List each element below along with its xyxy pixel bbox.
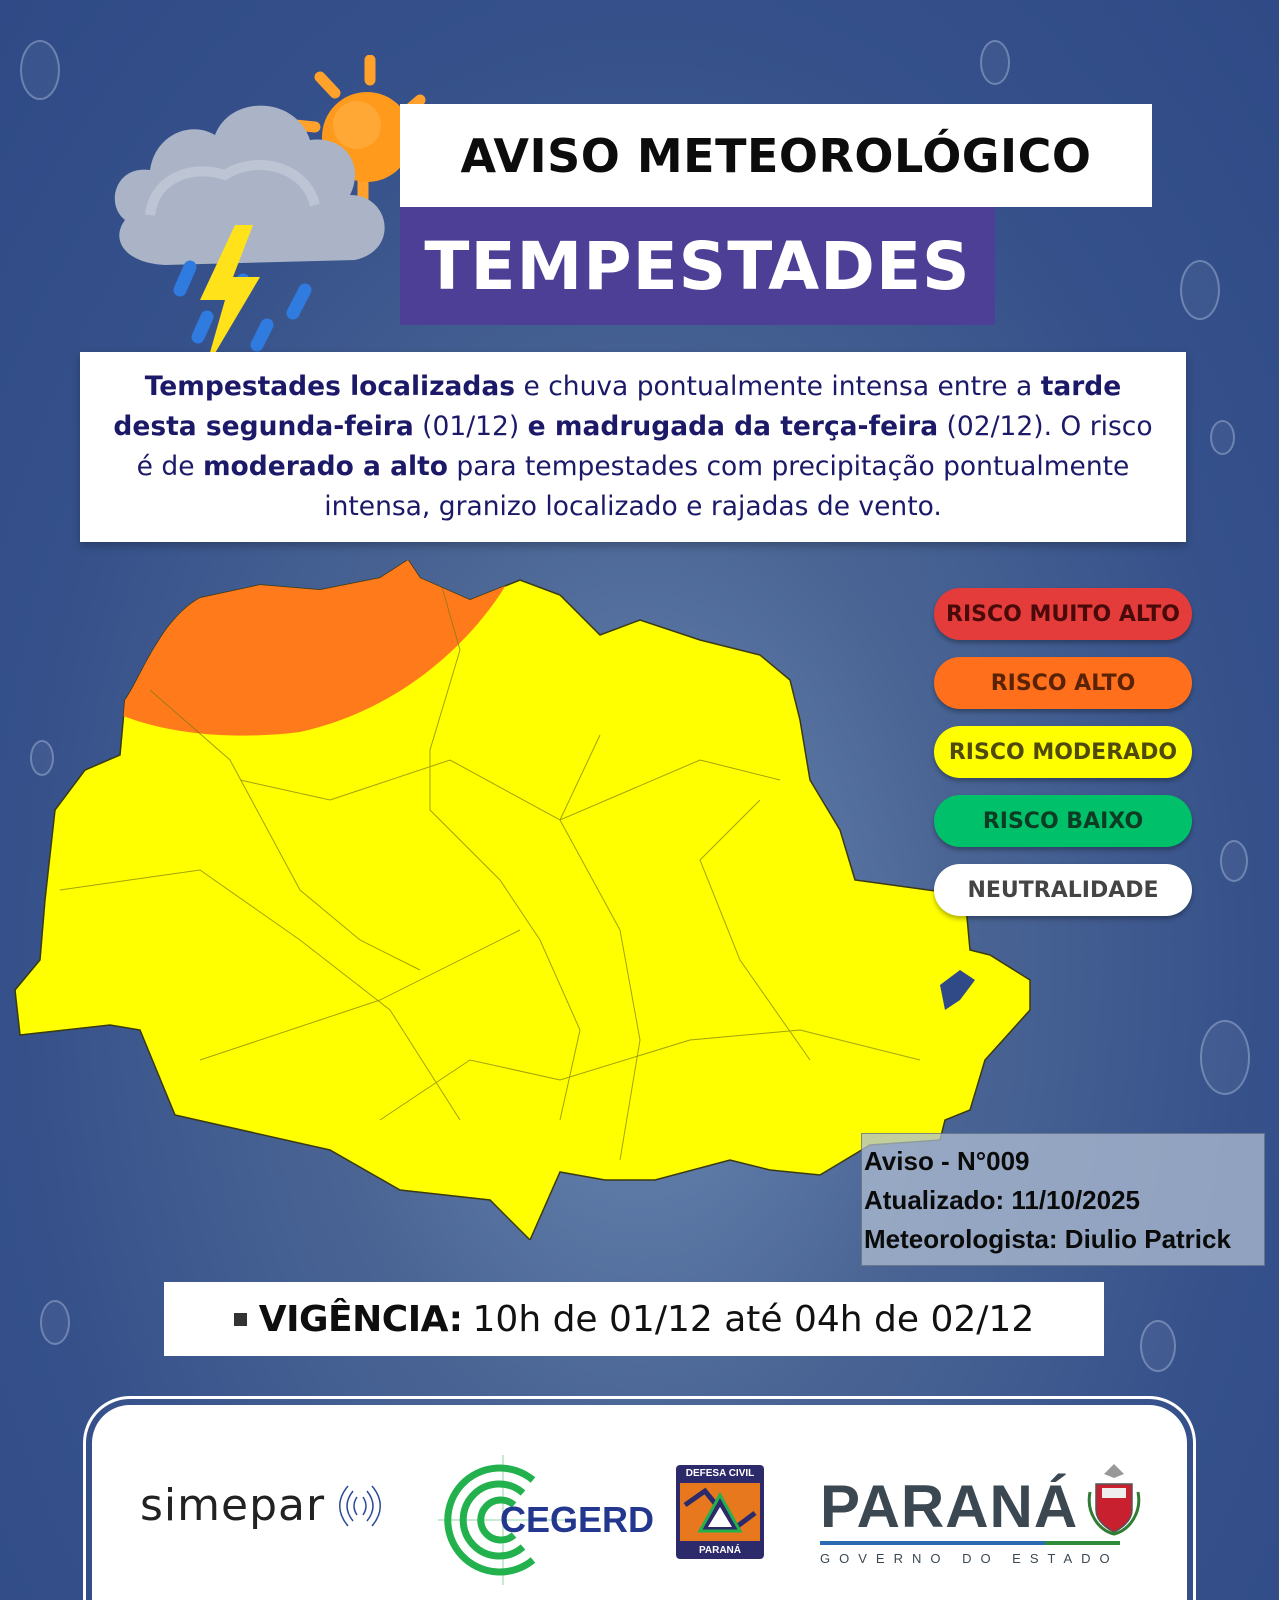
risk-legend — [934, 588, 1192, 933]
desc-seg-6: moderado a alto — [202, 451, 448, 482]
desc-seg-4: e madrugada da terça-feira — [527, 411, 939, 442]
parana-color-bar — [820, 1541, 1120, 1545]
defesa-civil-bottom-text: PARANÁ — [698, 1545, 742, 1556]
warning-number: Aviso - N°009 — [864, 1146, 1030, 1176]
desc-seg-2: tarde desta segunda-feira — [113, 371, 1122, 442]
description-box — [80, 352, 1186, 542]
defesa-civil-logo — [676, 1465, 764, 1559]
parana-logo-text: PARANÁ — [820, 1473, 1079, 1540]
legend-item-alto: RISCO ALTO — [934, 657, 1192, 709]
simepar-logo — [140, 1480, 385, 1531]
desc-seg-3: (01/12) — [413, 411, 528, 442]
desc-seg-7: para tempestades com precipitação pontualmente intensa, granizo localizado e rajadas de vento. — [324, 451, 1130, 522]
cegerd-logo — [438, 1455, 655, 1585]
updated-date: Atualizado: 11/10/2025 — [864, 1185, 1141, 1215]
signal-waves-icon — [335, 1481, 385, 1531]
legend-item-muito-alto: RISCO MUITO ALTO — [934, 588, 1192, 640]
defesa-civil-top-text: DEFESA CIVIL — [685, 1468, 755, 1479]
desc-seg-5: (02/12). O risco é de — [136, 411, 1153, 482]
parana-coat-of-arms-icon — [1084, 1462, 1144, 1537]
page-subtitle: TEMPESTADES — [424, 227, 971, 305]
defesa-civil-triangle-icon — [680, 1483, 760, 1541]
title-banner — [400, 104, 1152, 207]
legend-item-neutralidade: NEUTRALIDADE — [934, 864, 1192, 916]
cegerd-logo-text: CEGERD — [500, 1499, 655, 1540]
warning-info-box — [861, 1133, 1265, 1266]
validity-value: 10h de 01/12 até 04h de 02/12 — [472, 1298, 1035, 1340]
validity-box — [164, 1282, 1104, 1356]
validity-label: VIGÊNCIA: — [258, 1298, 463, 1340]
desc-seg-0: Tempestades localizadas — [144, 371, 516, 402]
subtitle-banner — [400, 207, 995, 325]
bullet-icon — [234, 1313, 247, 1326]
desc-seg-1: e chuva pontualmente intensa entre a — [515, 371, 1041, 402]
meteorologist: Meteorologista: Diulio Patrick — [864, 1224, 1231, 1254]
legend-item-baixo: RISCO BAIXO — [934, 795, 1192, 847]
page-title: AVISO METEOROLÓGICO — [460, 128, 1092, 183]
description-text — [108, 367, 1158, 527]
parana-logo-subtitle: GOVERNO DO ESTADO — [820, 1551, 1119, 1566]
parana-government-logo — [820, 1462, 1144, 1566]
legend-item-moderado: RISCO MODERADO — [934, 726, 1192, 778]
simepar-logo-text: simepar — [140, 1480, 326, 1531]
